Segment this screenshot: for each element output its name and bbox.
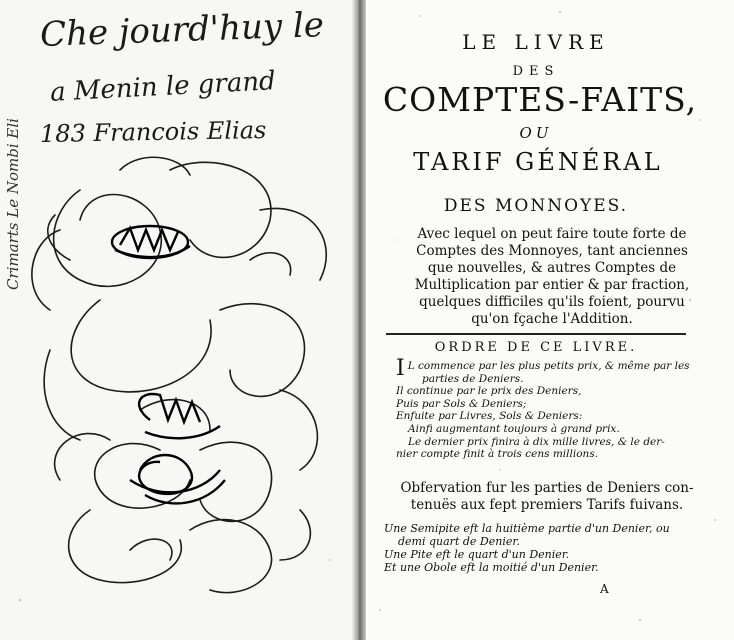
ordre-line: nier compte finit à trois cens millions. — [396, 448, 599, 461]
title-des: DES — [512, 64, 560, 79]
description-line: que nouvelles, & autres Comptes de — [427, 260, 677, 276]
ordre-heading: ORDRE DE CE LIVRE. — [434, 340, 638, 355]
ordre-list — [396, 356, 718, 461]
title-description — [396, 226, 708, 328]
divider-rule — [386, 333, 686, 335]
definition-line: Une Pite eft le quart d'un Denier. — [384, 548, 570, 561]
ordre-line: Enfuite par Livres, Sols & Deniers: — [396, 410, 583, 423]
title-des-monnoyes: DES MONNOYES. — [443, 196, 629, 216]
ordre-line: Il continue par le prix des Deniers, — [396, 385, 582, 398]
ordre-line: Ainfi augmentant toujours à grand prix. — [408, 422, 620, 435]
pen-flourish-drawing — [20, 150, 350, 620]
observation-paragraph — [382, 480, 712, 514]
title-comptes-faits: COMPTES-FAITS, — [382, 80, 698, 119]
description-line: Avec lequel on peut faire toute forte de — [417, 226, 687, 242]
title-le-livre: LE LIVRE — [462, 30, 610, 54]
definition-line: demi quart de Denier. — [398, 535, 520, 548]
ordre-line: parties de Deniers. — [422, 372, 524, 385]
ordre-line: L commence par les plus petits prix, & même par les — [407, 360, 690, 372]
ordre-line: Puis par Sols & Deniers; — [396, 397, 527, 410]
drop-cap: I — [396, 356, 405, 381]
handwritten-line-2: a Menin le grand — [49, 66, 277, 108]
title-tarif-general: TARIF GÉNÉRAL — [413, 148, 663, 176]
catchword: A — [600, 582, 609, 596]
description-line: Comptes des Monnoyes, tant anciennes — [416, 243, 688, 259]
handwritten-line-1: Che jourd'huy le — [39, 5, 325, 55]
description-line: qu'on fçache l'Addition. — [471, 311, 633, 327]
observation-line: tenuës aux fept premiers Tarifs fuivans. — [410, 497, 684, 513]
description-line: Multiplication par entier & par fraction, — [414, 277, 690, 293]
ordre-line: Le dernier prix finira à dix mille livres, & le der- — [408, 435, 665, 448]
handwritten-vertical-note: Crimarts Le Nombi Eli — [4, 118, 22, 290]
title-ou: OU — [519, 124, 553, 142]
observation-line: Obfervation fur les parties de Deniers con- — [400, 480, 694, 496]
definition-line: Une Semipite eft la huitième partie d'un Denier, ou — [384, 522, 670, 535]
definitions-list — [384, 522, 714, 574]
handwritten-line-3: 183 Francois Elias — [39, 116, 267, 148]
description-line: quelques difficiles qu'ils foient, pourvu — [419, 294, 685, 310]
left-flyleaf-page — [0, 0, 360, 640]
definition-line: Et une Obole eft la moitié d'un Denier. — [384, 561, 599, 574]
right-title-page — [366, 0, 734, 640]
